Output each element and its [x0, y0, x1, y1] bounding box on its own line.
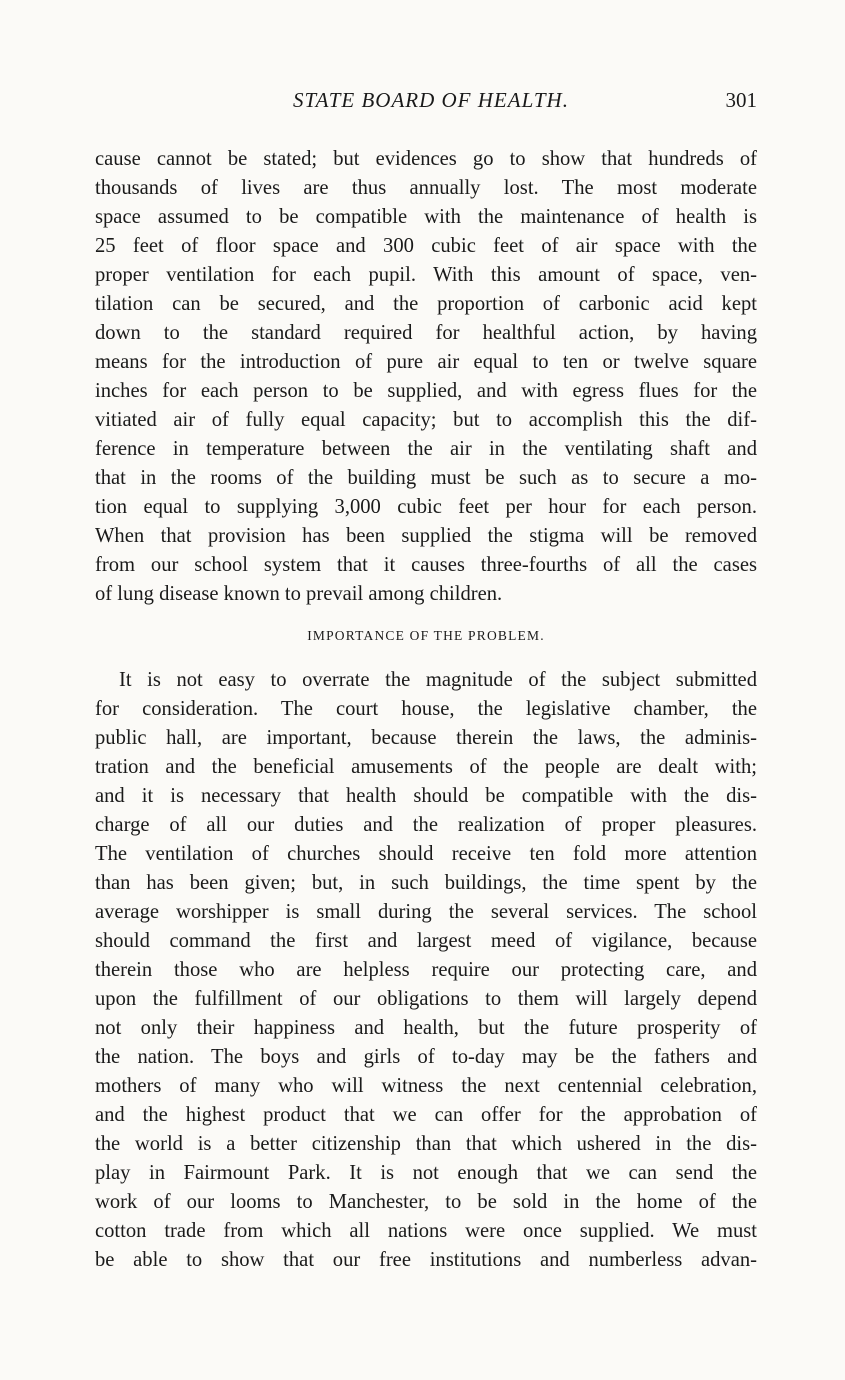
text-line: When that provision has been supplied the stigma will be removed	[95, 525, 757, 547]
text-line: for consideration. The court house, the legislative chamber, the	[95, 698, 757, 720]
text-line: down to the standard required for healthful action, by having	[95, 322, 757, 344]
text-line: average worshipper is small during the several services. The school	[95, 901, 757, 923]
text-line: upon the fulfillment of our obligations to them will largely depend	[95, 988, 757, 1010]
text-line: the nation. The boys and girls of to-day may be the fathers and	[95, 1046, 757, 1068]
text-line: that in the rooms of the building must be such as to secure a mo-	[95, 467, 757, 489]
text-line: from our school system that it causes three-fourths of all the cases	[95, 554, 757, 576]
text-line: means for the introduction of pure air equal to ten or twelve square	[95, 351, 757, 373]
text-line: inches for each person to be supplied, and with egress flues for the	[95, 380, 757, 402]
text-line: cotton trade from which all nations were once supplied. We must	[95, 1220, 757, 1242]
text-line: play in Fairmount Park. It is not enough that we can send the	[95, 1162, 757, 1184]
text-line: tion equal to supplying 3,000 cubic feet per hour for each person.	[95, 496, 757, 518]
running-title: STATE BOARD OF HEALTH.	[293, 88, 569, 112]
text-line: proper ventilation for each pupil. With this amount of space, ven-	[95, 264, 757, 286]
text-line: the world is a better citizenship than that which ushered in the dis-	[95, 1133, 757, 1155]
page-number: 301	[725, 88, 757, 112]
running-head	[95, 88, 757, 118]
text-line: be able to show that our free institutions and numberless advan-	[95, 1249, 757, 1271]
text-line: work of our looms to Manchester, to be sold in the home of the	[95, 1191, 757, 1213]
text-line: cause cannot be stated; but evidences go to show that hundreds of	[95, 148, 757, 170]
text-line: therein those who are helpless require our protecting care, and	[95, 959, 757, 981]
text-line: tilation can be secured, and the proportion of carbonic acid kept	[95, 293, 757, 315]
text-line: charge of all our duties and the realization of proper pleasures.	[95, 814, 757, 836]
text-line: public hall, are important, because therein the laws, the adminis-	[95, 727, 757, 749]
section-heading: IMPORTANCE OF THE PROBLEM.	[307, 628, 545, 643]
paragraph-continued	[95, 145, 757, 609]
paragraph-importance	[95, 666, 757, 1275]
text-line: 25 feet of floor space and 300 cubic feet of air space with the	[95, 235, 757, 257]
text-line: and it is necessary that health should be compatible with the dis-	[95, 785, 757, 807]
text-line: not only their happiness and health, but the future prosperity of	[95, 1017, 757, 1039]
text-line: should command the first and largest meed of vigilance, because	[95, 930, 757, 952]
text-line: It is not easy to overrate the magnitude of the subject submitted	[119, 669, 757, 691]
text-line: mothers of many who will witness the next centennial celebration,	[95, 1075, 757, 1097]
text-line: space assumed to be compatible with the maintenance of health is	[95, 206, 757, 228]
text-line: tration and the beneficial amusements of the people are dealt with;	[95, 756, 757, 778]
text-line: The ventilation of churches should receive ten fold more attention	[95, 843, 757, 865]
text-line: and the highest product that we can offer for the approbation of	[95, 1104, 757, 1126]
text-line: thousands of lives are thus annually lost. The most moderate	[95, 177, 757, 199]
text-line: vitiated air of fully equal capacity; but to accomplish this the dif-	[95, 409, 757, 431]
text-line: ference in temperature between the air in the ventilating shaft and	[95, 438, 757, 460]
text-line: of lung disease known to prevail among children.	[95, 583, 503, 605]
text-line: than has been given; but, in such buildings, the time spent by the	[95, 872, 757, 894]
